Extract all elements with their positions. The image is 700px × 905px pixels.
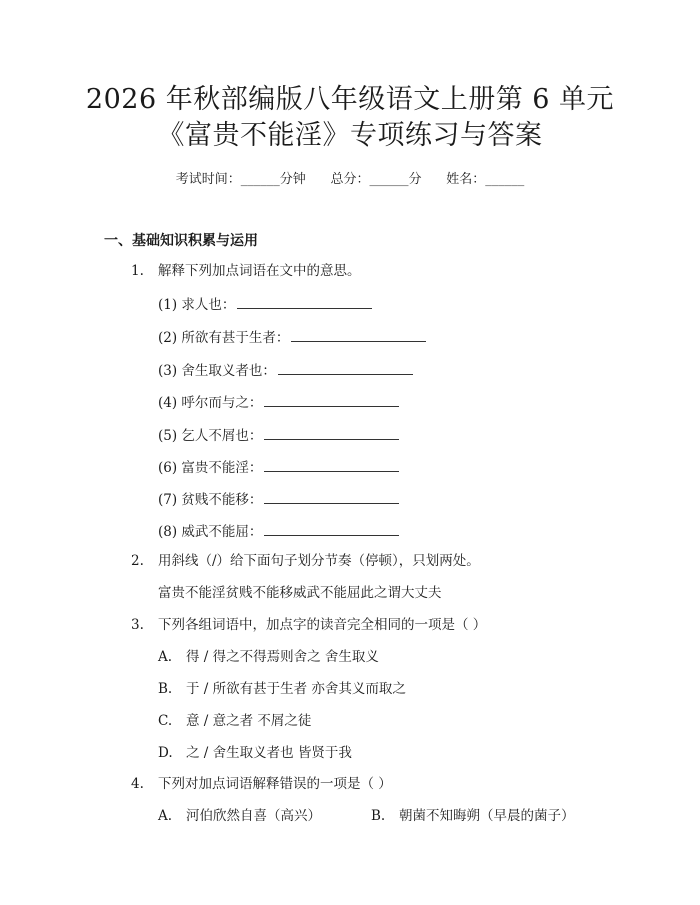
- answer-blank[interactable]: [264, 521, 399, 536]
- answer-blank[interactable]: [264, 457, 399, 472]
- answer-blank[interactable]: [264, 392, 399, 407]
- q1-item-1: [158, 294, 372, 314]
- option-letter: B.: [158, 681, 173, 697]
- question-3-number: 3.: [131, 617, 144, 633]
- q1-item-8-label: (8) 威武不能屈：: [158, 524, 263, 540]
- q1-item-7: [158, 489, 399, 509]
- answer-blank[interactable]: [264, 425, 399, 440]
- q1-item-3: [158, 360, 413, 380]
- page-title-line2: 《富贵不能淫》专项练习与答案: [157, 120, 543, 151]
- q1-item-2-label: (2) 所欲有甚于生者：: [158, 330, 290, 346]
- q1-item-7-label: (7) 贫贱不能移：: [158, 492, 263, 508]
- answer-blank[interactable]: [264, 489, 399, 504]
- question-2-number: 2.: [131, 553, 144, 569]
- q1-item-1-label: (1) 求人也：: [158, 297, 236, 313]
- q1-item-4: [158, 392, 399, 412]
- q1-item-6-label: (6) 富贵不能淫：: [158, 460, 263, 476]
- question-2-sentence: 富贵不能淫贫贱不能移威武不能屈此之谓大丈夫: [158, 585, 442, 601]
- q1-item-2: [158, 327, 426, 347]
- question-4-text: 下列对加点词语解释错误的一项是（ ）: [158, 776, 392, 792]
- q1-item-4-label: (4) 呼尔而与之：: [158, 395, 263, 411]
- option-text: 得 / 得之不得焉则舍之 舍生取义: [186, 649, 379, 665]
- option-text: 于 / 所欲有甚于生者 亦舍其义而取之: [186, 681, 406, 697]
- q1-item-5: [158, 425, 399, 445]
- option-letter: D.: [158, 745, 173, 761]
- question-1-text: 解释下列加点词语在文中的意思。: [158, 263, 361, 279]
- page-title-line1: 2026 年秋部编版八年级语文上册第 6 单元: [85, 84, 615, 115]
- q1-item-5-label: (5) 乞人不屑也：: [158, 428, 263, 444]
- q3-option-b[interactable]: [158, 680, 406, 698]
- answer-blank[interactable]: [278, 360, 413, 375]
- exam-info: 考试时间：______分钟 总分：______分 姓名：______: [175, 172, 525, 187]
- question-3-text: 下列各组词语中，加点字的读音完全相同的一项是（ ）: [158, 617, 487, 633]
- option-letter: A.: [158, 649, 173, 665]
- question-2-text: 用斜线（/）给下面句子划分节奏（停顿），只划两处。: [158, 553, 480, 569]
- q1-item-8: [158, 521, 399, 541]
- q3-option-c[interactable]: [158, 712, 311, 730]
- section-heading-1: 一、基础知识积累与运用: [104, 233, 258, 249]
- option-letter: C.: [158, 713, 173, 729]
- option-text: 意 / 意之者 不屑之徒: [186, 713, 312, 729]
- q3-option-d[interactable]: [158, 744, 352, 762]
- answer-blank[interactable]: [237, 294, 372, 309]
- question-1-number: 1.: [131, 263, 144, 279]
- option-letter: B.: [371, 808, 386, 824]
- q1-item-6: [158, 457, 399, 477]
- q1-item-3-label: (3) 舍生取义者也：: [158, 363, 276, 379]
- option-text: 之 / 舍生取义者也 皆贤于我: [186, 745, 352, 761]
- question-4-number: 4.: [131, 776, 144, 792]
- answer-blank[interactable]: [291, 327, 426, 342]
- q4-option-a[interactable]: [158, 807, 321, 825]
- option-text: 朝菌不知晦朔（早晨的菌子）: [399, 808, 575, 824]
- q4-option-b[interactable]: [371, 807, 575, 825]
- q3-option-a[interactable]: [158, 648, 379, 666]
- option-text: 河伯欣然自喜（高兴）: [186, 808, 321, 824]
- option-letter: A.: [158, 808, 173, 824]
